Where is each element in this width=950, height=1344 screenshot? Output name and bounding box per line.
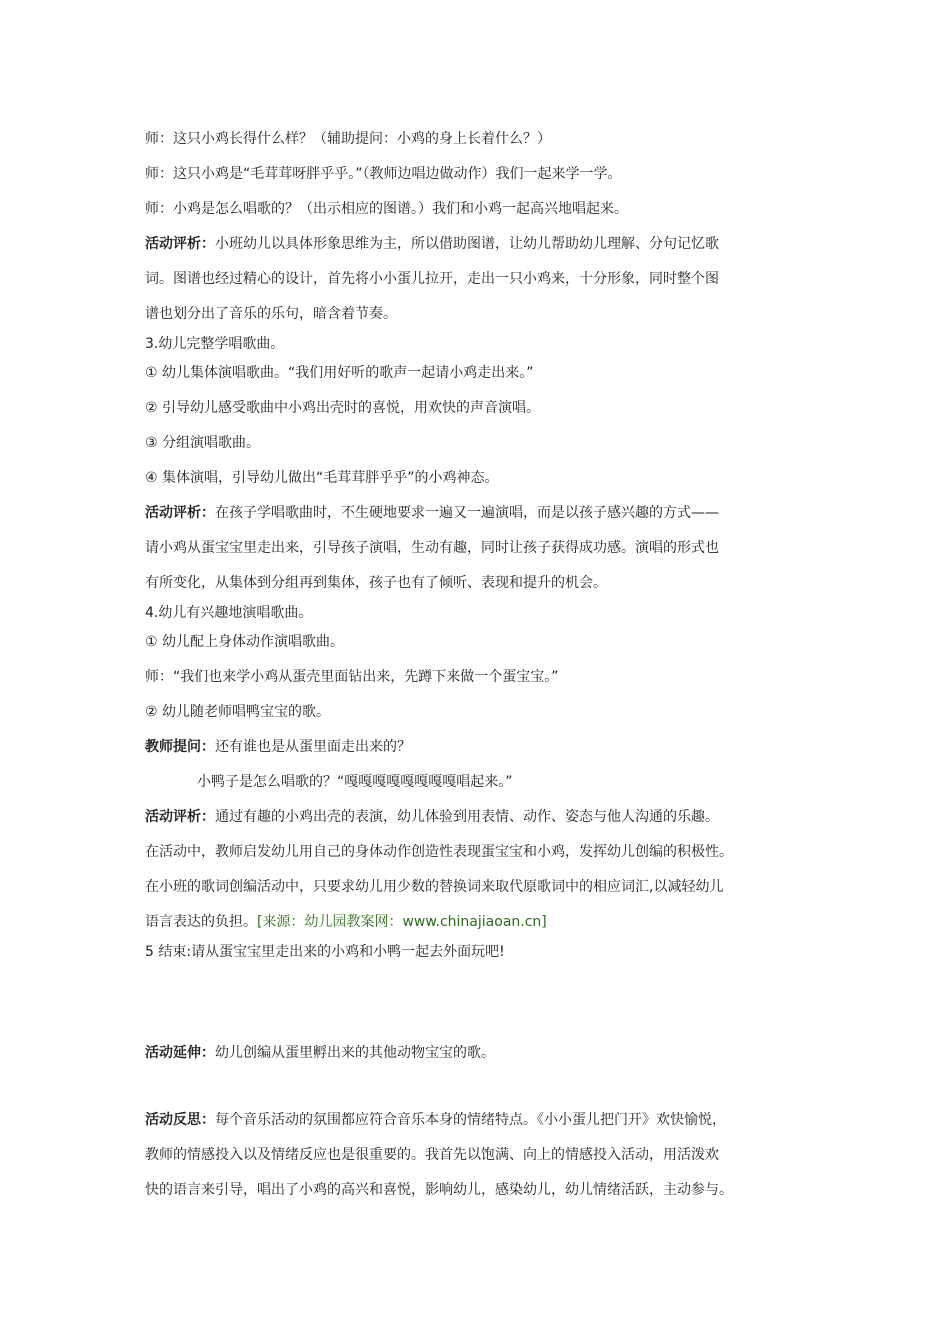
spacer — [145, 964, 815, 1036]
question-label: 教师提问： — [145, 739, 215, 755]
question-text: 还有谁也是从蛋里面走出来的？ — [215, 739, 411, 755]
step-3-item-4: ④ 集体演唱，引导幼儿做出“毛茸茸胖乎乎”的小鸡神态。 — [145, 470, 499, 486]
evaluation-label: 活动评析： — [145, 809, 215, 825]
teacher-line-3: 师：小鸡是怎么唱歌的？（出示相应的图谱。）我们和小鸡一起高兴地唱起来。 — [145, 201, 628, 217]
reflection-label: 活动反思： — [145, 1112, 215, 1128]
evaluation-label: 活动评析： — [145, 505, 215, 521]
step-3-item-1: ① 幼儿集体演唱歌曲。“我们用好听的歌声一起请小鸡走出来。” — [145, 365, 534, 381]
evaluation-text: 在活动中，教师启发幼儿用自己的身体动作创造性表现蛋宝宝和小鸡，发挥幼儿创编的积极性。 — [145, 844, 733, 860]
extension-text: 幼儿创编从蛋里孵出来的其他动物宝宝的歌。 — [215, 1045, 495, 1061]
source-note: [来源：幼儿园教案网：www.chinajiaoan.cn] — [257, 914, 547, 930]
evaluation-text: 谱也划分出了音乐的乐句，暗含着节奏。 — [145, 306, 397, 322]
question-follow-up: 小鸭子是怎么唱歌的？“嘎嘎嘎嘎嘎嘎嘎嘎唱起来。” — [197, 774, 513, 790]
step-4-item-1: ① 幼儿配上身体动作演唱歌曲。 — [145, 634, 345, 650]
step-4-teacher-line: 师：“我们也来学小鸡从蛋壳里面钻出来，先蹲下来做一个蛋宝宝。” — [145, 669, 559, 685]
step-3-item-2: ② 引导幼儿感受歌曲中小鸡出壳时的喜悦，用欢快的声音演唱。 — [145, 400, 540, 416]
spacer — [145, 1071, 815, 1103]
evaluation-block-3 — [145, 800, 815, 940]
evaluation-text: 在孩子学唱歌曲时，不生硬地要求一遍又一遍演唱，而是以孩子感兴趣的方式—— — [215, 505, 719, 521]
document-body — [145, 122, 815, 1208]
evaluation-text: 请小鸡从蛋宝宝里走出来，引导孩子演唱，生动有趣，同时让孩子获得成功感。演唱的形式也 — [145, 540, 719, 556]
reflection-block — [145, 1103, 815, 1208]
evaluation-label: 活动评析： — [145, 236, 215, 252]
reflection-text: 教师的情感投入以及情绪反应也是很重要的。我首先以饱满、向上的情感投入活动，用活泼欢 — [145, 1147, 719, 1163]
step-3-heading: 3.幼儿完整学唱歌曲。 — [145, 336, 285, 352]
evaluation-text: 通过有趣的小鸡出壳的表演，幼儿体验到用表情、动作、姿态与他人沟通的乐趣。 — [215, 809, 719, 825]
evaluation-text: 在小班的歌词创编活动中，只要求幼儿用少数的替换词来取代原歌词中的相应词汇,以减轻幼儿 — [145, 879, 724, 895]
teacher-line-1: 师：这只小鸡长得什么样？（辅助提问：小鸡的身上长着什么？） — [145, 131, 551, 147]
teacher-line-2: 师：这只小鸡是“毛茸茸呀胖乎乎。”（教师边唱边做动作）我们一起来学一学。 — [145, 166, 622, 182]
evaluation-block-2 — [145, 496, 815, 601]
reflection-text: 快的语言来引导，唱出了小鸡的高兴和喜悦，影响幼儿，感染幼儿，幼儿情绪活跃，主动参与。 — [145, 1182, 733, 1198]
step-4-heading: 4.幼儿有兴趣地演唱歌曲。 — [145, 605, 313, 621]
step-3-item-3: ③ 分组演唱歌曲。 — [145, 435, 261, 451]
evaluation-text: 词。图谱也经过精心的设计，首先将小小蛋儿拉开，走出一只小鸡来，十分形象，同时整个图 — [145, 271, 719, 287]
step-4-item-2: ② 幼儿随老师唱鸭宝宝的歌。 — [145, 704, 331, 720]
evaluation-text: 语言表达的负担。 — [145, 914, 257, 930]
reflection-text: 每个音乐活动的氛围都应符合音乐本身的情绪特点。《小小蛋儿把门开》欢快愉悦， — [215, 1112, 726, 1128]
extension-label: 活动延伸： — [145, 1045, 215, 1061]
evaluation-text: 有所变化，从集体到分组再到集体，孩子也有了倾听、表现和提升的机会。 — [145, 575, 607, 591]
step-5-ending: 5 结束:请从蛋宝宝里走出来的小鸡和小鸭一起去外面玩吧! — [145, 944, 505, 960]
evaluation-block-1 — [145, 227, 815, 332]
evaluation-text: 小班幼儿以具体形象思维为主，所以借助图谱，让幼儿帮助幼儿理解、分句记忆歌 — [215, 236, 719, 252]
